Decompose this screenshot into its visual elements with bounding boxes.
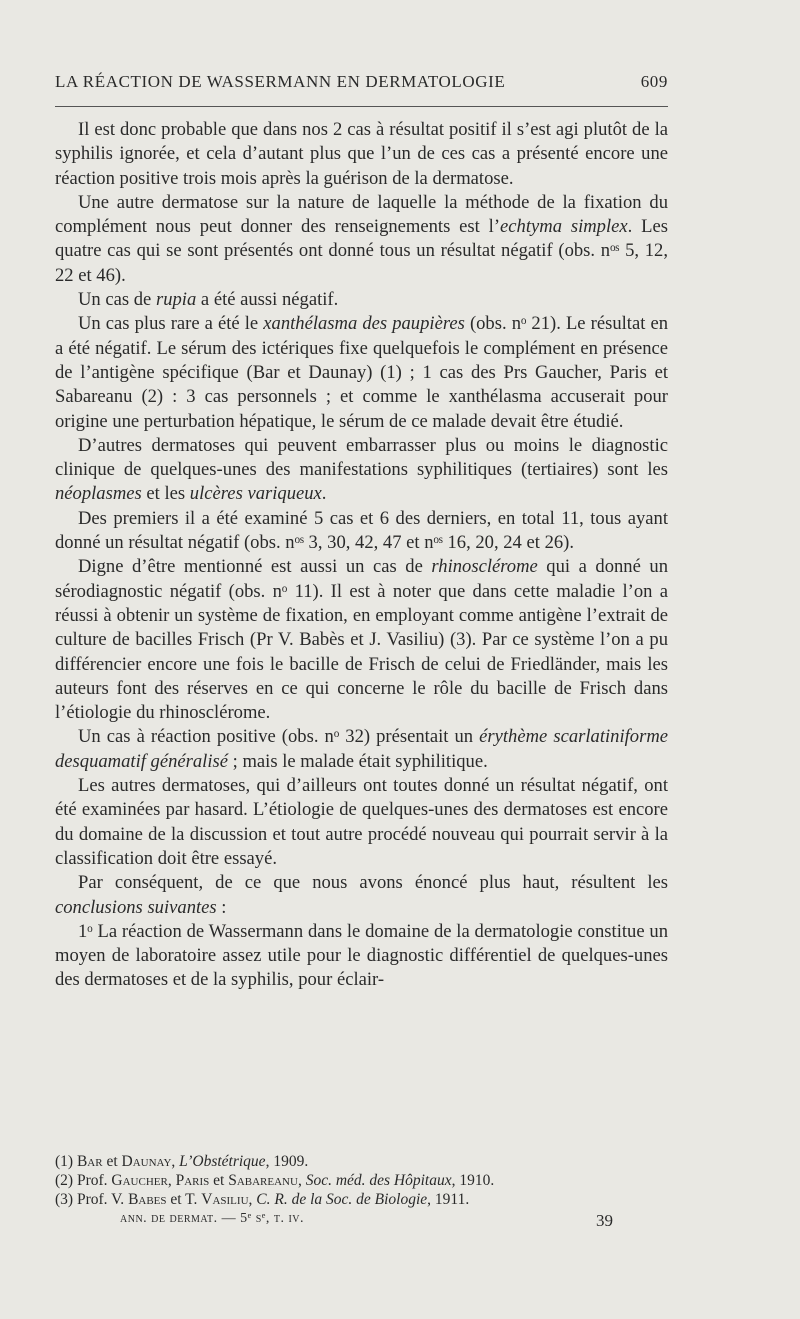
text-run: , bbox=[297, 1172, 306, 1189]
body-text bbox=[55, 118, 668, 993]
text-run: et les bbox=[141, 483, 190, 505]
paragraph bbox=[55, 920, 668, 993]
italic-run: xanthélasma des paupières bbox=[263, 313, 465, 335]
paragraph bbox=[55, 288, 668, 312]
italic-run: echtyma simplex bbox=[500, 216, 628, 238]
italic-run: Soc. méd. des Hôpitaux bbox=[305, 1172, 452, 1189]
running-header bbox=[55, 72, 668, 92]
text-run: Une autre dermatose sur la nature de laquelle la méthode de la fixation du complément nous peut donner des renseignements est l’ bbox=[55, 191, 668, 238]
italic-run: rhinosclérome bbox=[431, 556, 538, 578]
text-run: (3) Prof. V. bbox=[55, 1191, 129, 1208]
text-run: et T. bbox=[166, 1191, 202, 1208]
italic-run: ulcères variqueux bbox=[189, 483, 322, 505]
paragraph bbox=[55, 871, 668, 920]
text-run: ; mais le malade était syphilitique. bbox=[228, 750, 488, 772]
footnotes bbox=[55, 1152, 668, 1209]
italic-run: C. R. de la Soc. de Biologie bbox=[256, 1191, 428, 1208]
text-run: , bbox=[167, 1172, 176, 1189]
small-caps-run: Gaucher bbox=[111, 1172, 168, 1189]
header-rule bbox=[55, 106, 668, 107]
text-run: . bbox=[321, 483, 327, 505]
text-run: D’autres dermatoses qui peuvent embarrasser plus ou moins le diagnostic clinique de quelques-unes des manifestations syphilitiques (tertiaires) sont les bbox=[55, 434, 668, 481]
text-run: . Les quatre cas qui se sont présentés ont donné tous un résultat négatif (obs. nᵒˢ 5, 12, 22 et 46). bbox=[55, 216, 668, 286]
text-run: Un cas à réaction positive (obs. nᵒ 32) présentait un bbox=[78, 726, 480, 748]
text-run: et bbox=[102, 1153, 122, 1170]
footnote bbox=[55, 1190, 668, 1209]
small-caps-run: Paris bbox=[175, 1172, 210, 1189]
text-run: Un cas de bbox=[78, 289, 156, 311]
small-caps-run: Daunay bbox=[121, 1153, 172, 1170]
footnote bbox=[55, 1171, 668, 1190]
paragraph bbox=[55, 191, 668, 288]
text-run: : bbox=[216, 896, 227, 918]
text-run: qui a donné un sérodiagnostic négatif (obs. nᵒ 11). Il est à noter que dans cette maladie l’on a réussi à obtenir un système de fixation, en employant comme antigène l’extrait de culture de bacilles Frisch (Pr V. Babès et J. Vasiliu) (3). Par ce système l’on a pu différencier encore une fois le bacille de Frisch de celui de Friedländer, mais les auteurs font des réserves en ce qui concerne le rôle du bacille de Frisch dans l’étiologie du rhinosclérome. bbox=[55, 556, 668, 724]
italic-run: néoplasmes bbox=[55, 483, 142, 505]
page-footer bbox=[120, 1211, 613, 1231]
text-run: , bbox=[248, 1191, 257, 1208]
text-run: a été aussi négatif. bbox=[196, 289, 339, 311]
text-run: Les autres dermatoses, qui d’ailleurs ont toutes donné un résultat négatif, ont été examinées par hasard. L’étiologie de quelques-unes des dermatoses est encore du domaine de la discussion et tout autre procédé nouveau qui pourrait servir à la classification doit être essayé. bbox=[55, 775, 668, 869]
italic-run: érythème scarlatiniforme desquamatif généralisé bbox=[55, 726, 669, 772]
text-run: , 1911. bbox=[427, 1191, 470, 1208]
text-run: (obs. nᵒ 21). Le résultat en a été négatif. Le sérum des ictériques fixe quelquefois le complément en présence de l’antigène spécifique (Bar et Daunay) (1) ; 1 cas des Prs Gaucher, Paris et Sabareanu (2) : 3 cas personnels ; et comme le xanthélasma accuserait pour origine une perturbation hépatique, le sérum de ce malade devait être étudié. bbox=[55, 313, 668, 432]
small-caps-run: Sabareanu bbox=[228, 1172, 298, 1189]
text-run: 1ᵒ La réaction de Wassermann dans le domaine de la dermatologie constitue un moyen de laboratoire assez utile pour le diagnostic différentiel de quelques-unes des dermatoses et de la syphilis, pour éclair- bbox=[55, 920, 668, 991]
small-caps-run: Babes bbox=[128, 1191, 167, 1208]
running-title: LA RÉACTION DE WASSERMANN EN DERMATOLOGIE bbox=[55, 72, 506, 91]
paragraph bbox=[55, 555, 668, 725]
small-caps-run: Vasiliu bbox=[201, 1191, 249, 1208]
page-number: 609 bbox=[640, 72, 668, 91]
footnote bbox=[55, 1152, 668, 1171]
paragraph bbox=[55, 725, 668, 774]
sheet-number: 39 bbox=[596, 1211, 613, 1230]
signature-mark: ann. de dermat. — 5ᵉ sᵉ, t. iv. bbox=[120, 1211, 305, 1226]
text-run: et bbox=[209, 1172, 229, 1189]
paragraph bbox=[55, 118, 668, 191]
text-run: , 1909. bbox=[265, 1153, 309, 1170]
text-run: Un cas plus rare a été le bbox=[78, 313, 264, 335]
italic-run: conclusions suivantes bbox=[55, 896, 217, 918]
paragraph bbox=[55, 774, 668, 871]
paragraph bbox=[55, 434, 668, 507]
text-run: , 1910. bbox=[451, 1172, 495, 1189]
text-run: Il est donc probable que dans nos 2 cas à résultat positif il s’est agi plutôt de la syphilis ignorée, et cela d’autant plus que l’un de ces cas a présenté encore une réaction positive trois mois après la guérison de la dermatose. bbox=[55, 119, 668, 189]
small-caps-run: Bar bbox=[76, 1153, 103, 1170]
text-run: , bbox=[171, 1153, 180, 1170]
paragraph bbox=[55, 312, 668, 433]
text-run: Digne d’être mentionné est aussi un cas de bbox=[78, 556, 432, 578]
text-run: Des premiers il a été examiné 5 cas et 6 des derniers, en total 11, tous ayant donné un résultat négatif (obs. nᵒˢ 3, 30, 42, 47 et nᵒˢ 16, 20, 24 et 26). bbox=[55, 507, 668, 554]
text-run: (1) bbox=[55, 1153, 77, 1170]
paragraph bbox=[55, 507, 668, 556]
italic-run: L’Obstétrique bbox=[179, 1153, 266, 1170]
text-run: Par conséquent, de ce que nous avons énoncé plus haut, résultent les bbox=[78, 872, 668, 894]
italic-run: rupia bbox=[155, 289, 197, 311]
text-run: (2) Prof. bbox=[55, 1172, 112, 1189]
